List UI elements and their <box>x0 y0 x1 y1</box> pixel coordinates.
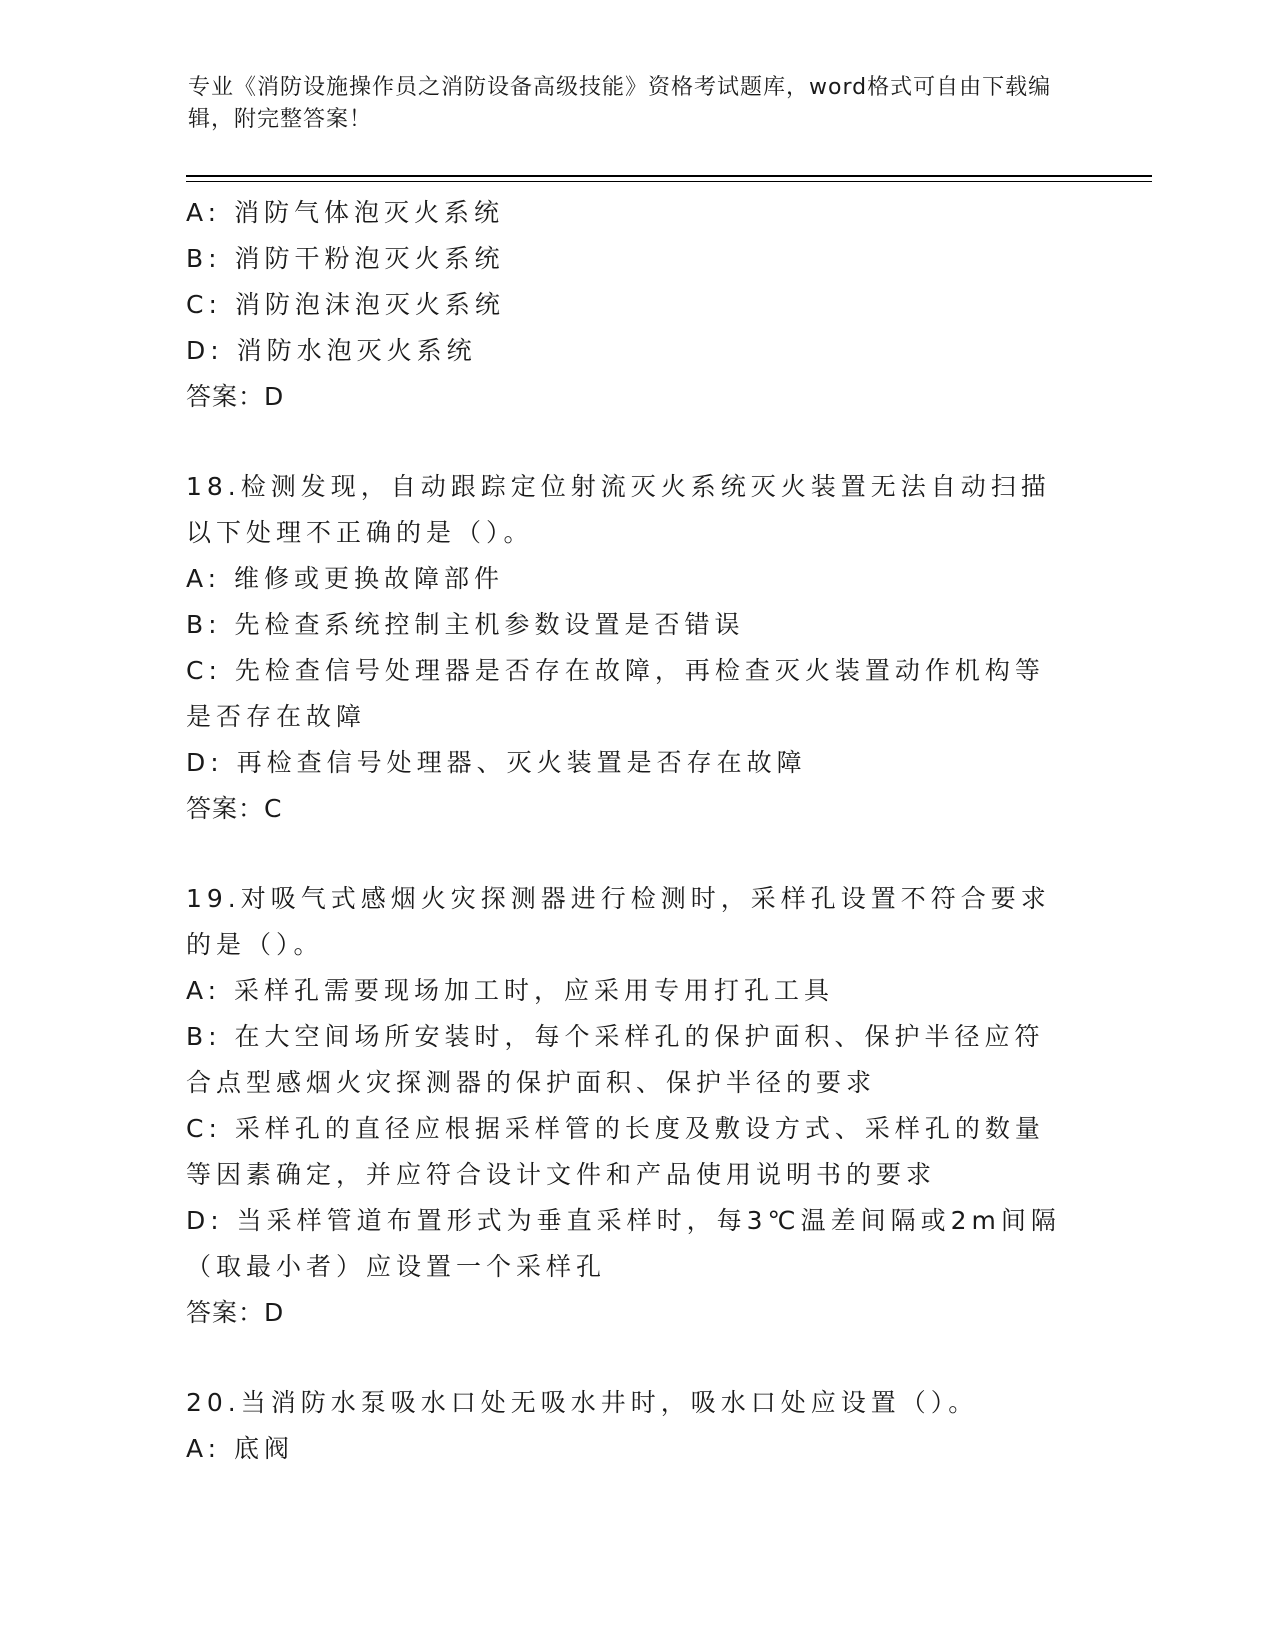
option-d: D: 再检查信号处理器、灭火装置是否存在故障 <box>186 748 807 777</box>
option-a: A: 消防气体泡灭火系统 <box>186 198 505 227</box>
question-text: 18.检测发现，自动跟踪定位射流灭火系统灭火装置无法自动扫描以下处理不正确的是（）。 <box>186 472 1051 547</box>
question-18 <box>186 464 1086 832</box>
option-b: B: 消防干粉泡灭火系统 <box>186 244 505 273</box>
question-text: 20.当消防水泵吸水口处无吸水井时，吸水口处应设置（）。 <box>186 1388 979 1417</box>
question-list <box>186 190 1086 1472</box>
option-a: A: 维修或更换故障部件 <box>186 564 505 593</box>
document-header: 专业《消防设施操作员之消防设备高级技能》资格考试题库，word格式可自由下载编辑，附完整答案！ <box>188 75 1052 132</box>
header-rule-thick <box>186 175 1152 177</box>
question-text: 19.对吸气式感烟火灾探测器进行检测时，采样孔设置不符合要求的是（）。 <box>186 884 1051 959</box>
option-c: C: 消防泡沫泡灭火系统 <box>186 290 505 319</box>
answer: 答案：D <box>186 382 285 411</box>
option-b: B: 在大空间场所安装时，每个采样孔的保护面积、保护半径应符合点型感烟火灾探测器的保护面积、保护半径的要求 <box>186 1022 1045 1097</box>
option-a: A: 底阀 <box>186 1434 295 1463</box>
answer: 答案：D <box>186 1298 285 1327</box>
option-d: D: 当采样管道布置形式为垂直采样时，每3℃温差间隔或2m间隔（取最小者）应设置一个采样孔 <box>186 1206 1061 1281</box>
option-c: C: 采样孔的直径应根据采样管的长度及敷设方式、采样孔的数量等因素确定，并应符合设计文件和产品使用说明书的要求 <box>186 1114 1045 1189</box>
question-17-tail <box>186 190 1086 420</box>
answer: 答案：C <box>186 794 283 823</box>
question-19 <box>186 876 1086 1336</box>
option-b: B: 先检查系统控制主机参数设置是否错误 <box>186 610 745 639</box>
header-rule-thin <box>186 181 1152 182</box>
question-20 <box>186 1380 1086 1472</box>
option-c: C: 先检查信号处理器是否存在故障，再检查灭火装置动作机构等是否存在故障 <box>186 656 1045 731</box>
option-d: D: 消防水泡灭火系统 <box>186 336 477 365</box>
option-a: A: 采样孔需要现场加工时，应采用专用打孔工具 <box>186 976 835 1005</box>
